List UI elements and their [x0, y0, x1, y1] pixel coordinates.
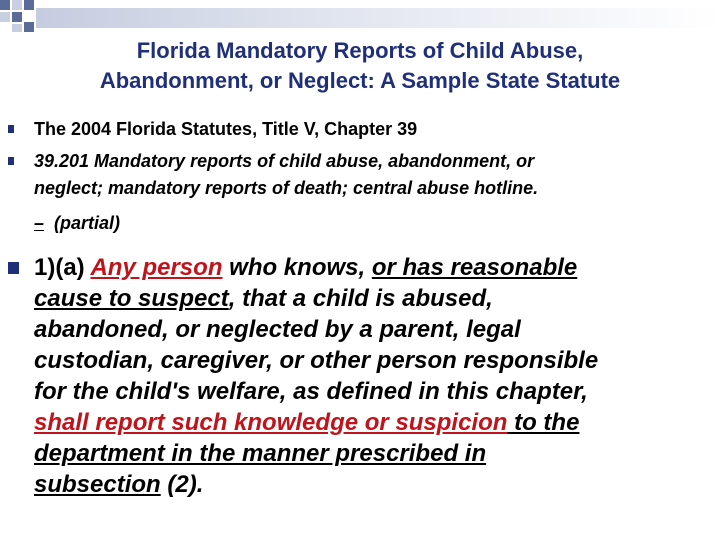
deco-square — [0, 12, 10, 22]
bullet-statute-heading-1: 39.201 Mandatory reports of child abuse, abandonment, or — [34, 151, 535, 171]
bullet-square-icon — [8, 125, 14, 133]
para-text: to the — [507, 409, 580, 436]
para-text: abandoned, or neglected by a parent, legal — [34, 316, 521, 343]
title-line-1: Florida Mandatory Reports of Child Abuse, — [136, 38, 584, 63]
dash: – — [34, 213, 45, 233]
deco-square — [24, 22, 34, 32]
deco-square — [12, 0, 22, 10]
emphasis-shall-report: shall report such knowledge or suspicion — [34, 409, 508, 436]
slide-title — [0, 36, 720, 96]
bullet-square-icon — [8, 262, 19, 274]
partial-label: (partial) — [54, 213, 121, 233]
emphasis-any-person: Any person — [90, 254, 223, 281]
emphasis-cause-to-suspect: cause to suspect — [34, 285, 229, 312]
deco-square — [24, 0, 34, 10]
emphasis-subsection: subsection — [34, 471, 161, 498]
para-text: , that a child is abused, — [228, 285, 493, 312]
para-text: for the child's welfare, as defined in this chapter, — [34, 378, 588, 405]
bullet-statute-source: The 2004 Florida Statutes, Title V, Chapter 39 — [34, 119, 418, 139]
para-text: who knows, — [222, 254, 372, 281]
statute-paragraph — [34, 252, 714, 500]
para-text: department in the manner prescribed in — [34, 440, 487, 467]
deco-square — [0, 0, 10, 10]
deco-square — [12, 24, 22, 32]
bullet-statute-heading-2: neglect; mandatory reports of death; central abuse hotline. — [34, 178, 539, 198]
title-line-2: Abandonment, or Neglect: A Sample State Statute — [99, 68, 621, 93]
bullet-partial-note — [34, 210, 120, 236]
header-gradient-bar — [36, 8, 720, 28]
deco-square — [12, 12, 22, 22]
bullet-square-icon — [8, 157, 14, 165]
para-text: (2). — [160, 471, 204, 498]
para-text: custodian, caregiver, or other person responsible — [34, 347, 599, 374]
decorative-header — [0, 0, 720, 40]
subsection-ref: 1)(a) — [34, 254, 85, 281]
emphasis-reasonable: or has reasonable — [371, 254, 578, 281]
